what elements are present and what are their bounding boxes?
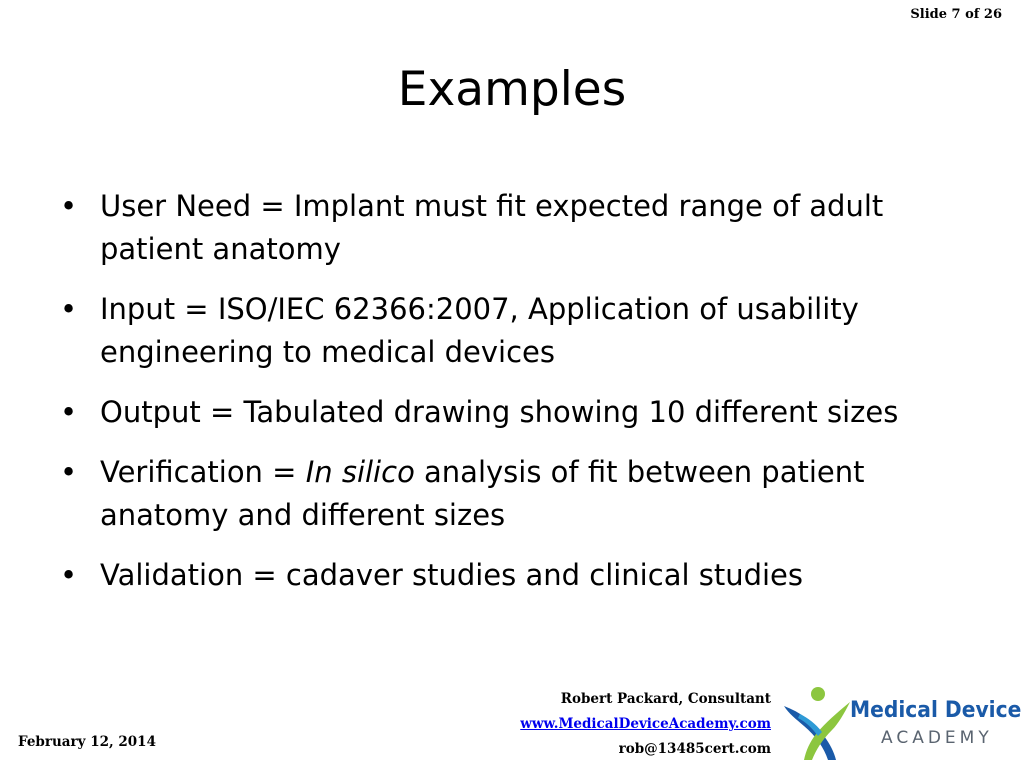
logo-main-text: Medical Device <box>850 698 1022 723</box>
bullet-text: User Need = Implant must fit expected range of adult patient anatomy <box>100 189 884 266</box>
bullet-text <box>100 455 865 532</box>
slide-number: Slide 7 of 26 <box>910 7 1002 22</box>
contact-email: rob@13485cert.com <box>618 741 771 757</box>
bullet-text-suffix: analysis of fit between patient anatomy and different sizes <box>100 455 865 532</box>
bullet-item <box>60 185 980 271</box>
medical-device-academy-logo-icon <box>780 684 860 762</box>
bullet-icon: • <box>60 395 78 429</box>
website-link[interactable]: www.MedicalDeviceAcademy.com <box>520 716 771 732</box>
bullet-item <box>60 288 980 374</box>
consultant-name: Robert Packard, Consultant <box>560 691 771 707</box>
bullet-icon: • <box>60 189 78 223</box>
bullet-text: Output = Tabulated drawing showing 10 different sizes <box>100 395 899 429</box>
bullet-text-italic: In silico <box>305 455 415 489</box>
bullet-icon: • <box>60 558 78 592</box>
bullet-icon: • <box>60 292 78 326</box>
bullet-list <box>60 185 980 614</box>
bullet-text-prefix: Verification = <box>100 455 306 489</box>
slide-title: Examples <box>397 62 627 117</box>
medical-device-academy-logo <box>780 684 1022 762</box>
footer-date: February 12, 2014 <box>18 734 156 750</box>
bullet-text: Input = ISO/IEC 62366:2007, Application of usability engineering to medical devices <box>100 292 859 369</box>
logo-sub-text: ACADEMY <box>881 728 993 748</box>
bullet-text: Validation = cadaver studies and clinical studies <box>100 558 804 592</box>
footer-contact <box>520 687 771 762</box>
bullet-icon: • <box>60 455 78 489</box>
bullet-item <box>60 451 980 537</box>
bullet-item <box>60 554 980 597</box>
bullet-item <box>60 391 980 434</box>
